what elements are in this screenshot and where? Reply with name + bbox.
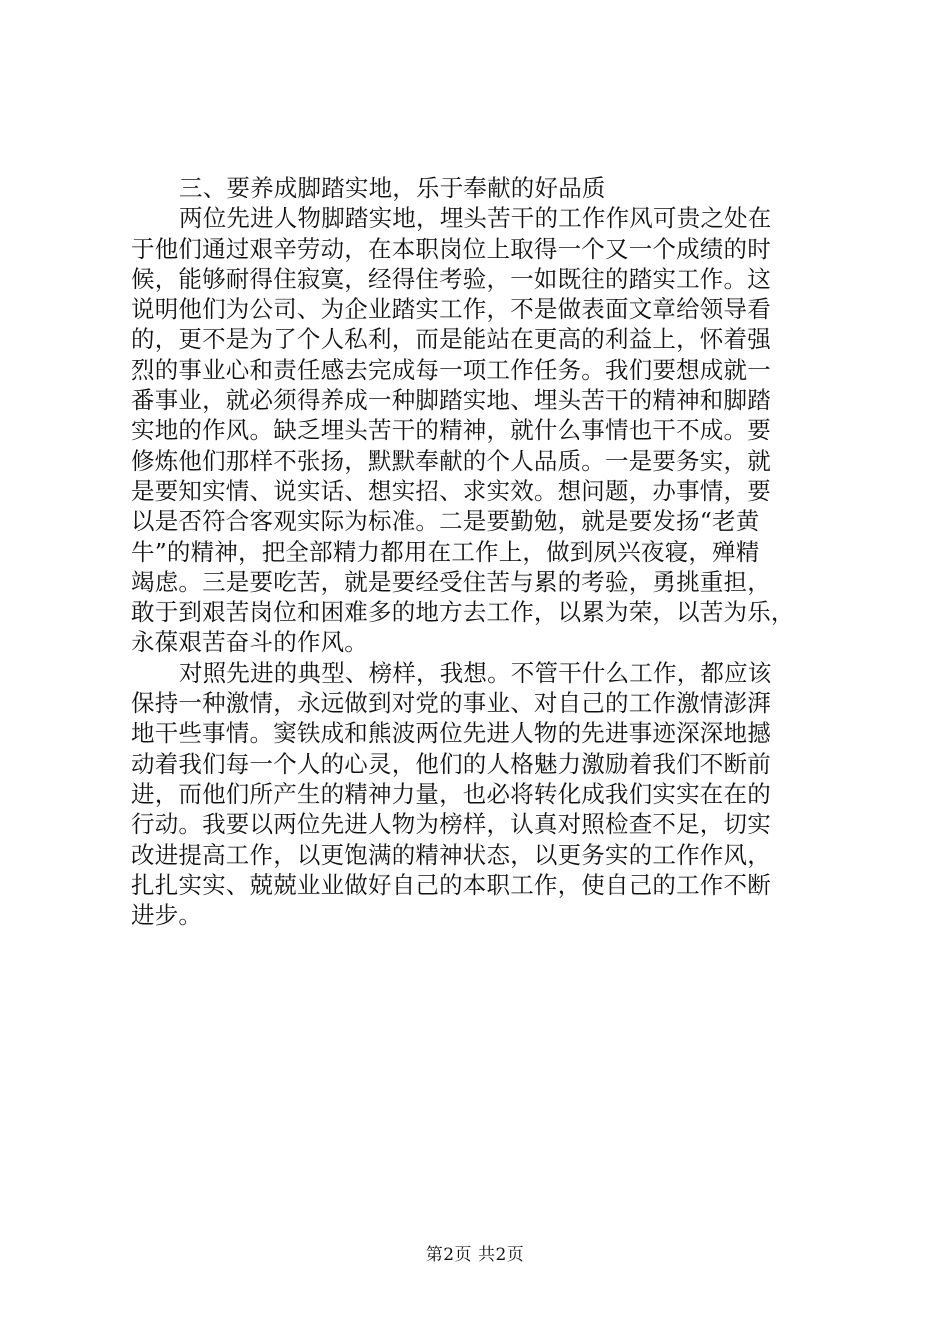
paragraph-line: 扎扎实实、兢兢业业做好自己的本职工作，使自己的工作不断 <box>131 870 771 899</box>
paragraph-line: 保持一种激情，永远做到对党的事业、对自己的工作激情澎湃 <box>131 689 771 718</box>
paragraph-line: 行动。我要以两位先进人物为榜样，认真对照检查不足，切实 <box>131 810 771 839</box>
paragraph-line: 以是否符合客观实际为标准。二是要勤勉，就是要发扬“老黄 <box>131 507 760 536</box>
paragraph-line: 进，而他们所产生的精神力量，也必将转化成我们实实在在的 <box>131 779 771 808</box>
section-heading: 三、要养成脚踏实地，乐于奉献的好品质 <box>179 174 606 202</box>
document-body <box>131 173 841 930</box>
paragraph-line: 两位先进人物脚踏实地，埋头苦干的工作作风可贵之处在 <box>179 204 772 233</box>
paragraph-line: 实地的作风。缺乏埋头苦干的精神，就什么事情也干不成。要 <box>131 416 771 445</box>
paragraph-line: 地干些事情。窦铁成和熊波两位先进人物的先进事迹深深地撼 <box>131 719 771 748</box>
paragraph-line: 烈的事业心和责任感去完成每一项工作任务。我们要想成就一 <box>131 355 771 384</box>
paragraph-line: 是要知实情、说实话、想实招、求实效。想问题，办事情，要 <box>131 476 771 505</box>
paragraph-line: 牛”的精神，把全部精力都用在工作上，做到夙兴夜寝，殚精 <box>131 537 760 566</box>
paragraph-line: 敢于到艰苦岗位和困难多的地方去工作，以累为荣，以苦为乐， <box>131 598 795 627</box>
paragraph-line: 改进提高工作，以更饱满的精神状态，以更务实的工作作风， <box>131 840 771 869</box>
paragraph-line: 修炼他们那样不张扬，默默奉献的个人品质。一是要务实，就 <box>131 446 771 475</box>
paragraph-line: 于他们通过艰辛劳动，在本职岗位上取得一个又一个成绩的时 <box>131 234 771 263</box>
paragraph-line: 对照先进的典型、榜样，我想。不管干什么工作，都应该 <box>179 658 772 687</box>
paragraph-line: 竭虑。三是要吃苦，就是要经受住苦与累的考验，勇挑重担， <box>131 567 771 596</box>
paragraph-line: 番事业，就必须得养成一种脚踏实地、埋头苦干的精神和脚踏 <box>131 386 771 415</box>
paragraph-line: 说明他们为公司、为企业踏实工作，不是做表面文章给领导看 <box>131 295 771 324</box>
paragraph-line: 永葆艰苦奋斗的作风。 <box>131 628 368 657</box>
paragraph-line: 动着我们每一个人的心灵，他们的人格魅力激励着我们不断前 <box>131 749 771 778</box>
page-number-footer: 第2页 共2页 <box>425 1245 525 1265</box>
paragraph-line: 的，更不是为了个人私利，而是能站在更高的利益上，怀着强 <box>131 325 771 354</box>
paragraph-line: 候，能够耐得住寂寞，经得住考验，一如既往的踏实工作。这 <box>131 264 771 293</box>
paragraph-line: 进步。 <box>131 901 203 930</box>
